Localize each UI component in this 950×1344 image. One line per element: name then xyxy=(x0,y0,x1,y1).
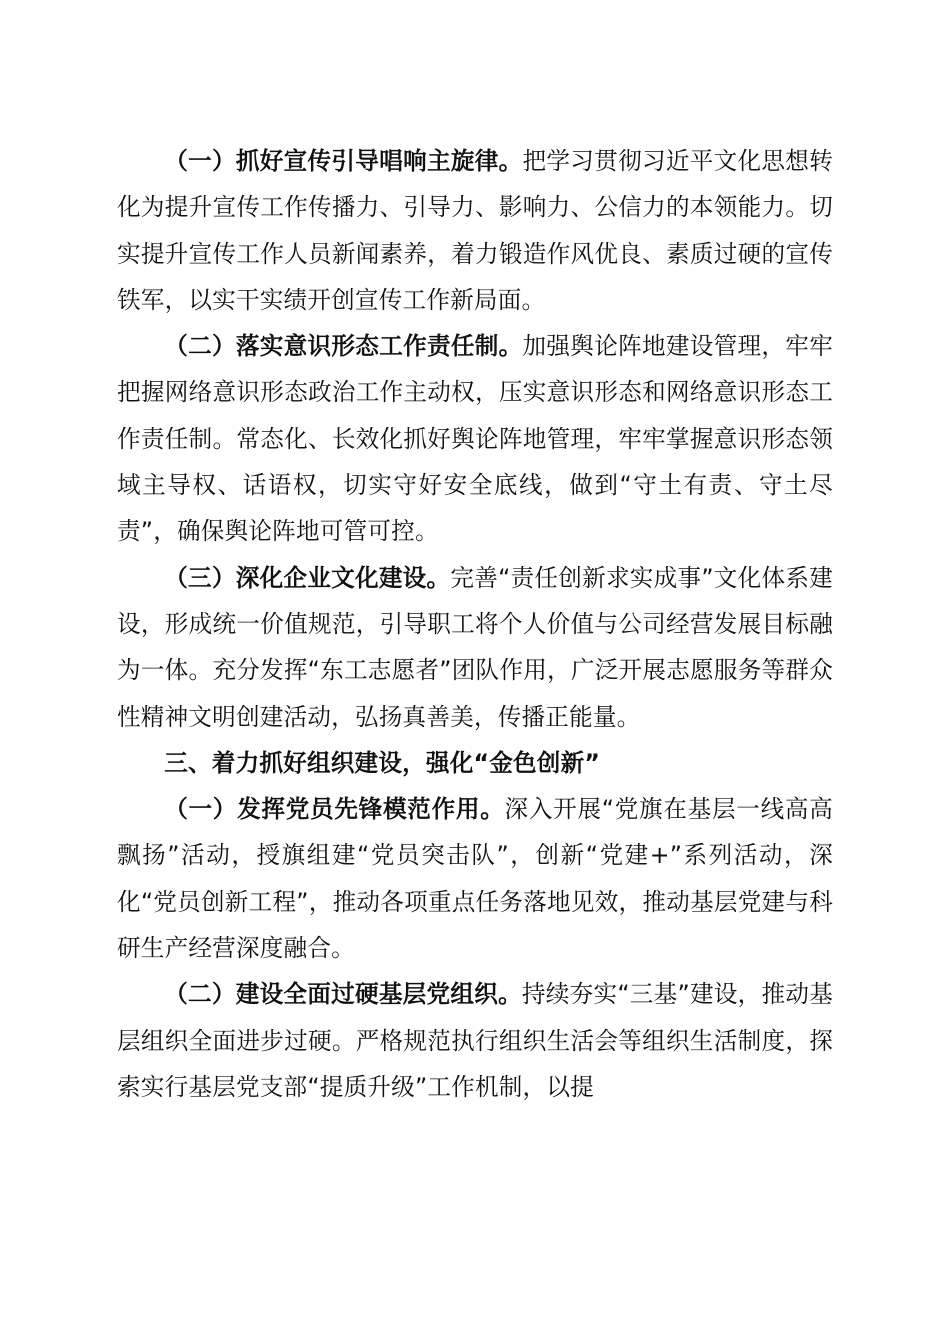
paragraph-lead: （二）落实意识形态工作责任制。 xyxy=(164,332,523,361)
paragraph-body: 加强舆论阵地建设管理，牢牢把握网络意识形态政治工作主动权，压实意识形态和网络意识形态工作责任制。常态化、长效化抓好舆论阵地管理，牢牢掌握意识形态领域主导权、话语权，切实守好安全底线，做到“守土有责、守土尽责”，确保舆论阵地可管可控。 xyxy=(117,332,833,546)
paragraph-culture xyxy=(117,555,833,740)
paragraph-lead: （一）抓好宣传引导唱响主旋律。 xyxy=(164,147,523,175)
paragraph-grassroots xyxy=(117,971,833,1110)
document-body xyxy=(117,138,833,1110)
paragraph-publicity xyxy=(117,138,833,323)
paragraph-party-members xyxy=(117,786,833,971)
paragraph-body: 持续夯实“三基”建设，推动基层组织全面进步过硬。严格规范执行组织生活会等组织生活制度，探索实行基层党支部“提质升级”工作机制，以提 xyxy=(117,980,834,1101)
paragraph-lead: （二）建设全面过硬基层党组织。 xyxy=(164,980,522,1009)
paragraph-lead: （一）发挥党员先锋模范作用。 xyxy=(164,795,505,824)
paragraph-body: 深入开展“党旗在基层一线高高飘扬”活动，授旗组建“党员突击队”，创新“党建+”系列活动，深化“党员创新工程”，推动各项重点任务落地见效，推动基层党建与科研生产经营深度融合。 xyxy=(117,795,833,963)
paragraph-ideology xyxy=(117,323,833,554)
paragraph-body: 完善“责任创新求实成事”文化体系建设，形成统一价值规范，引导职工将个人价值与公司经营发展目标融为一体。充分发挥“东工志愿者”团队作用，广泛开展志愿服务等群众性精神文明创建活动，弘扬真善美，传播正能量。 xyxy=(117,563,833,731)
section-heading: 三、着力抓好组织建设，强化“金色创新” xyxy=(164,748,601,777)
paragraph-lead: （三）深化企业文化建设。 xyxy=(164,563,451,592)
paragraph-body: 把学习贯彻习近平文化思想转化为提升宣传工作传播力、引导力、影响力、公信力的本领能力。切实提升宣传工作人员新闻素养，着力锻造作风优良、素质过硬的宣传铁军，以实干实绩开创宣传工作新局面。 xyxy=(117,147,833,314)
